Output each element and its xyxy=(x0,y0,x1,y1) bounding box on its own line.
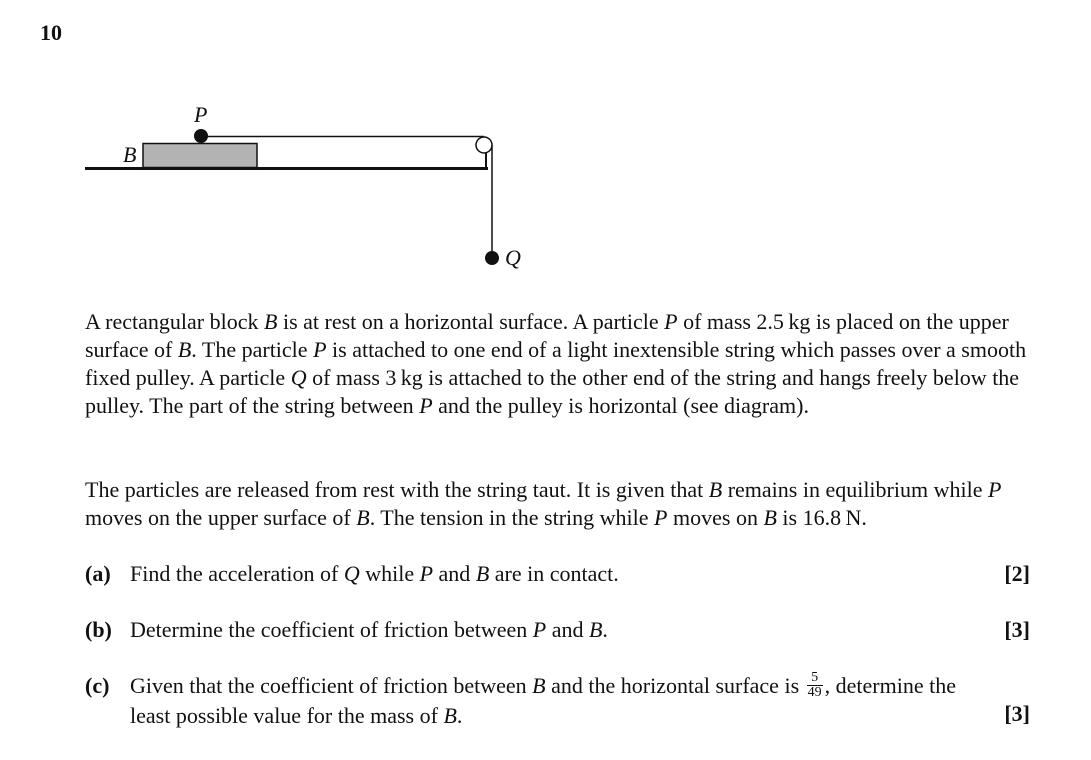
part-a-text: Find the acceleration of Q while P and B are in contact. xyxy=(130,561,619,586)
part-b-label: (b) xyxy=(85,617,112,642)
label-p: P xyxy=(194,102,208,127)
part-b-text: Determine the coefficient of friction between P and B. xyxy=(130,617,608,642)
part-c-marks: [3] xyxy=(1004,701,1030,726)
intro-paragraph: A rectangular block B is at rest on a horizontal surface. A particle P of mass 2.5 kg is placed on the upper surface of B. The particle P is attached to one end of a light inextensible string which passes over a smooth fixed pulley. A particle Q of mass 3 kg is attached to the other end of the string and hangs freely below the pulley. The part of the string between P and the pulley is horizontal (see diagram). xyxy=(85,309,1027,418)
part-c-label: (c) xyxy=(85,673,110,698)
part-c xyxy=(85,672,1030,728)
label-b: B xyxy=(123,142,137,167)
part-b-marks: [3] xyxy=(1004,617,1030,642)
pulley-diagram xyxy=(0,0,1091,300)
part-a xyxy=(85,560,1030,588)
release-paragraph: The particles are released from rest with the string taut. It is given that B remains in equilibrium while P moves on the upper surface of B. The tension in the string while P moves on B is 16.8 N. xyxy=(85,477,1002,530)
part-b xyxy=(85,616,1030,644)
pulley xyxy=(476,137,492,153)
block-b xyxy=(143,144,257,168)
particle-p xyxy=(194,129,208,143)
fraction-five-over-forty-nine: $\frac{5}{49}$ xyxy=(807,670,822,701)
label-q: Q xyxy=(505,245,521,270)
part-a-label: (a) xyxy=(85,561,111,586)
part-a-marks: [2] xyxy=(1004,561,1030,586)
particle-q xyxy=(485,251,499,265)
question-number: 10 xyxy=(40,20,62,45)
part-c-text: Given that the coefficient of friction between B and the horizontal surface is $\frac{5}{49}$ , determine the least possible value for the mass of B. xyxy=(130,670,956,729)
